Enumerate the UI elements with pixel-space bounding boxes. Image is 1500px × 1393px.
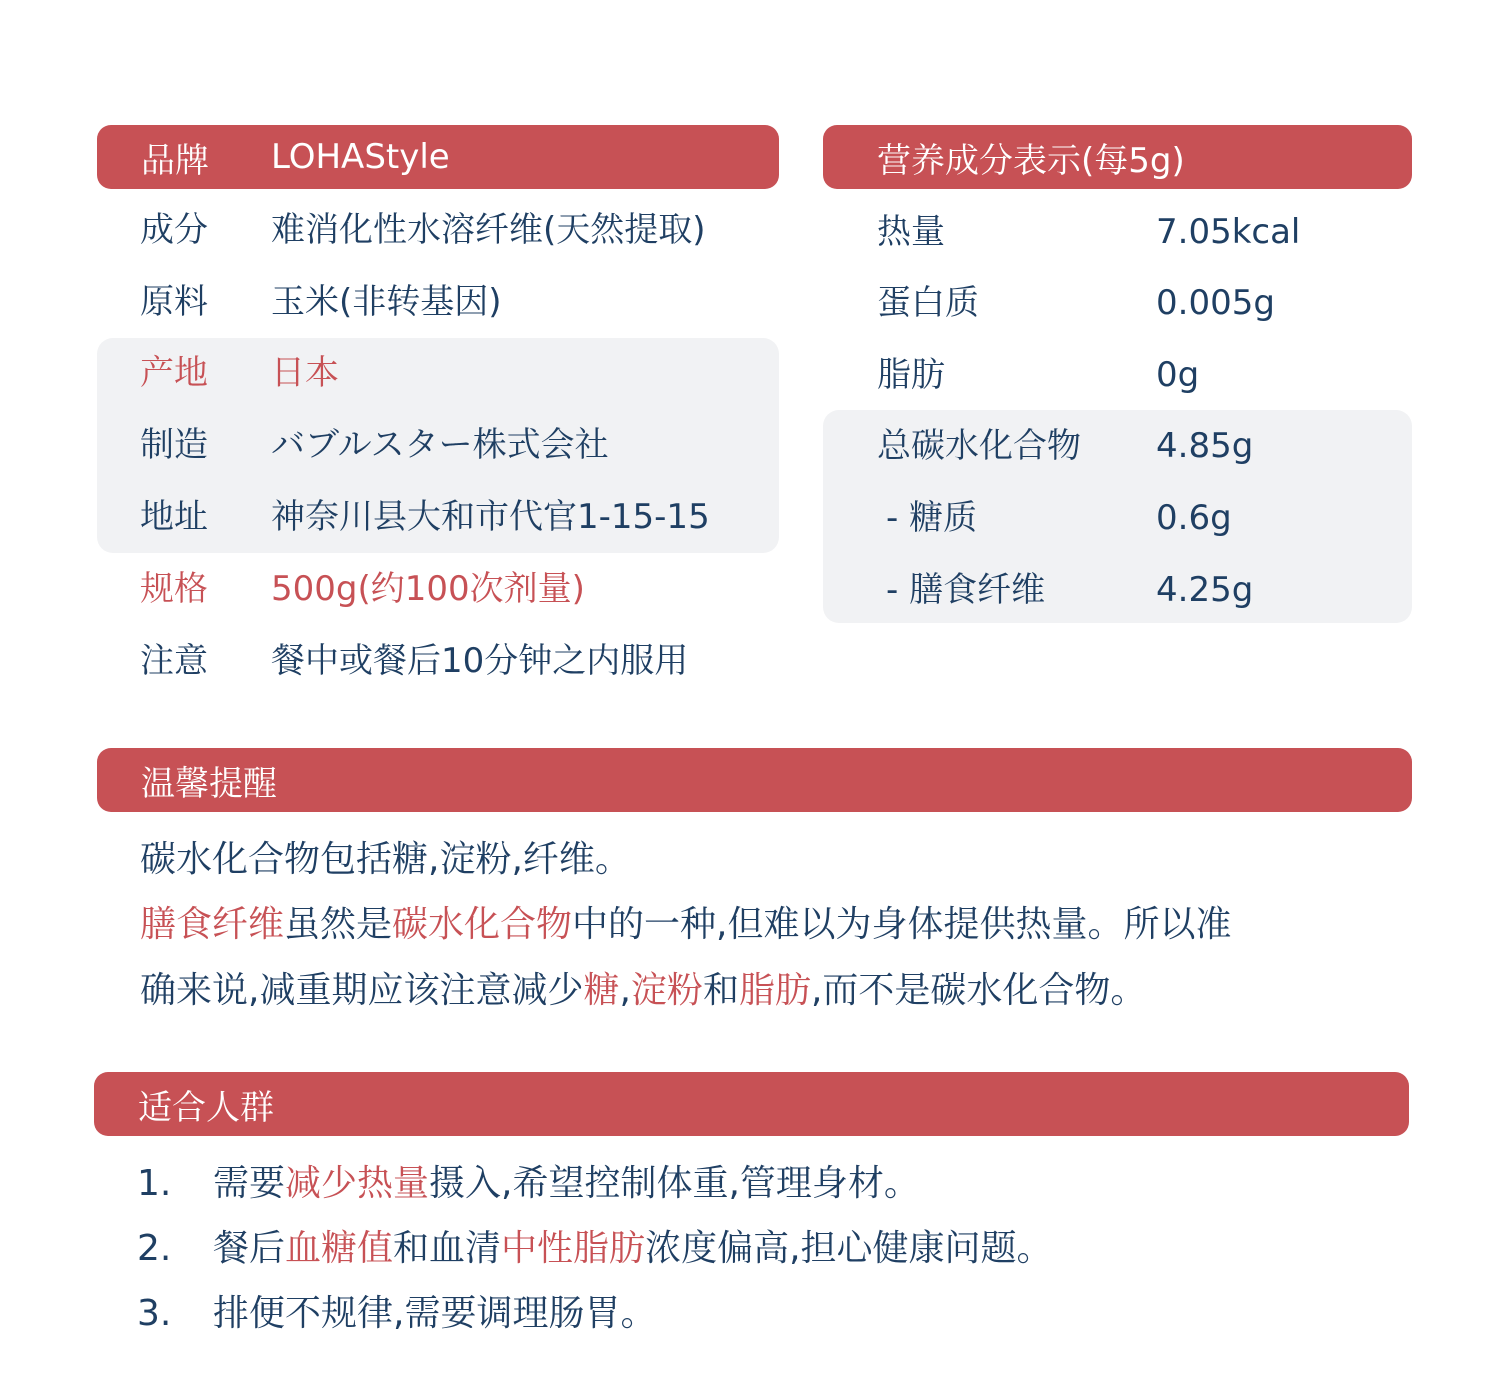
notice-value: 餐中或餐后10分钟之内服用 — [271, 641, 689, 681]
audience-item-1-text-a: 需要 — [213, 1163, 286, 1204]
total-carb-label: 总碳水化合物 — [877, 426, 1081, 466]
sugar-highlight: 糖 — [583, 970, 620, 1011]
ingredient-label: 成分 — [140, 210, 208, 250]
fiber-value: 4.25g — [1156, 570, 1254, 610]
sugar-value: 0.6g — [1156, 498, 1232, 538]
fat-label: 脂肪 — [877, 355, 945, 395]
reminder-line-2-text-b: 中的一种,但难以为身体提供热量。所以准 — [572, 904, 1232, 945]
audience-item-1-number: 1. — [137, 1163, 172, 1204]
address-value: 神奈川县大和市代官1-15-15 — [271, 497, 710, 537]
protein-label: 蛋白质 — [877, 283, 979, 323]
calorie-value: 7.05kcal — [1156, 212, 1301, 252]
audience-item-3-text: 排便不规律,需要调理肠胃。 — [213, 1293, 657, 1334]
neutral-fat-highlight: 中性脂肪 — [501, 1228, 646, 1269]
brand-header-bar — [97, 125, 779, 189]
audience-title: 适合人群 — [138, 1087, 274, 1128]
audience-item-3 — [137, 1290, 656, 1338]
reminder-title: 温馨提醒 — [141, 763, 277, 804]
reminder-line-1-text: 碳水化合物包括糖,淀粉,纤维。 — [140, 839, 631, 880]
manufacturer-value: バブルスター株式会社 — [271, 425, 609, 465]
protein-value: 0.005g — [1156, 283, 1275, 323]
audience-item-2-text-b: 和血清 — [393, 1228, 502, 1269]
nutrition-title: 营养成分表示(每5g) — [877, 140, 1185, 181]
origin-label: 产地 — [140, 353, 208, 393]
reminder-header-bar — [97, 748, 1412, 812]
reminder-line-3 — [140, 959, 1146, 1023]
brand-value: LOHAStyle — [271, 137, 450, 177]
audience-item-2 — [137, 1225, 1053, 1273]
audience-header-bar — [94, 1072, 1409, 1136]
sugar-label: - 糖质 — [886, 498, 978, 538]
notice-label: 注意 — [140, 641, 208, 681]
audience-item-2-text-a: 餐后 — [213, 1228, 286, 1269]
raw-material-value: 玉米(非转基因) — [271, 282, 502, 322]
reminder-line-2-text-a: 虽然是 — [284, 904, 393, 945]
reminder-line-3-comma: , — [619, 970, 631, 1011]
carb-highlight: 碳水化合物 — [392, 904, 573, 945]
nutrition-header-bar — [823, 125, 1412, 189]
spec-value: 500g(约100次剂量) — [271, 569, 585, 609]
address-label: 地址 — [140, 497, 208, 537]
audience-item-3-number: 3. — [137, 1293, 172, 1334]
audience-item-2-number: 2. — [137, 1228, 172, 1269]
audience-item-2-text-c: 浓度偏高,担心健康问题。 — [645, 1228, 1053, 1269]
manufacturer-label: 制造 — [140, 425, 208, 465]
reminder-line-3-and: 和 — [702, 970, 739, 1011]
fiber-label: - 膳食纤维 — [886, 570, 1046, 610]
reminder-line-3-text-b: ,而不是碳水化合物。 — [810, 970, 1147, 1011]
spec-label: 规格 — [140, 569, 208, 609]
reminder-line-2 — [140, 893, 1232, 957]
starch-highlight: 淀粉 — [630, 970, 703, 1011]
origin-value: 日本 — [271, 353, 339, 393]
ingredient-value: 难消化性水溶纤维(天然提取) — [271, 210, 706, 250]
brand-label: 品牌 — [141, 140, 209, 181]
blood-sugar-highlight: 血糖值 — [285, 1228, 394, 1269]
reminder-line-3-text-a: 确来说,减重期应该注意减少 — [140, 970, 584, 1011]
reduce-calorie-highlight: 减少热量 — [285, 1163, 430, 1204]
calorie-label: 热量 — [877, 212, 945, 252]
total-carb-value: 4.85g — [1156, 426, 1254, 466]
reminder-line-1 — [140, 828, 631, 892]
audience-item-1 — [137, 1160, 920, 1208]
fiber-highlight: 膳食纤维 — [140, 904, 285, 945]
raw-material-label: 原料 — [140, 282, 208, 322]
fat-value: 0g — [1156, 355, 1200, 395]
fat-highlight: 脂肪 — [738, 970, 811, 1011]
audience-item-1-text-b: 摄入,希望控制体重,管理身材。 — [429, 1163, 920, 1204]
